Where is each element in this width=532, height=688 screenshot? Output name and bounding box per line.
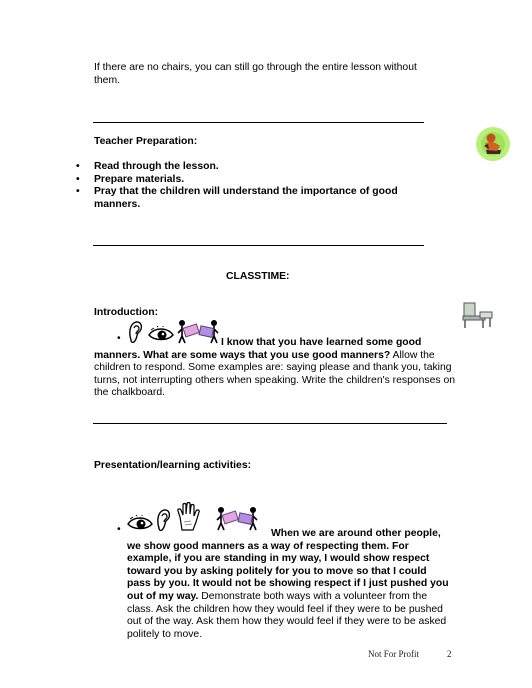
- teacher-prep-list: [76, 161, 426, 211]
- bullet-icon: •: [117, 524, 121, 535]
- teacher-prep-heading: Teacher Preparation:: [94, 136, 198, 147]
- divider-1: [93, 122, 424, 123]
- introduction-heading: Introduction:: [94, 307, 159, 318]
- page-number: 2: [447, 649, 452, 659]
- presentation-heading: Presentation/learning activities:: [94, 460, 252, 471]
- prayer-clipart-icon: [473, 124, 513, 164]
- intro-note: If there are no chairs, you can still go through the entire lesson without them.: [94, 62, 417, 86]
- presentation-lead: When we are around other people, we show good manners as a way of respecting them. For example, if you are standing in my way, I would show respect toward you by asking politely for you to move so that I could pass by you. It would not be showing respect if I just pushed you out of my way.: [127, 528, 449, 602]
- introduction-body: [94, 337, 456, 400]
- introduction-lead: I know that you have learned some good manners. What are some ways that you use good manners?: [94, 337, 422, 361]
- list-item: • Read through the lesson.: [76, 161, 426, 174]
- divider-2: [93, 245, 424, 246]
- footer-label: Not For Profit: [368, 649, 420, 659]
- divider-3: [93, 423, 447, 424]
- presentation-text: Demonstrate both ways with a volunteer from the class. Ask the children how they would feel if they were to be pushed out of the way. Ask them how they would feel if they were to be asked politely to move.: [127, 590, 447, 640]
- classtime-heading: CLASSTIME:: [226, 271, 290, 282]
- list-item: • Pray that the children will understand the importance of good manners.: [76, 186, 426, 211]
- presentation-body: [127, 528, 449, 641]
- chair-clipart-icon: [460, 300, 494, 330]
- introduction-text: Allow the children to respond. Some examples are: saying please and thank you, taking turns, not interrupting others when speaking. Write the children's responses on the chalkboard.: [94, 349, 456, 399]
- bullet-icon: •: [117, 333, 121, 344]
- list-item: • Prepare materials.: [76, 174, 426, 187]
